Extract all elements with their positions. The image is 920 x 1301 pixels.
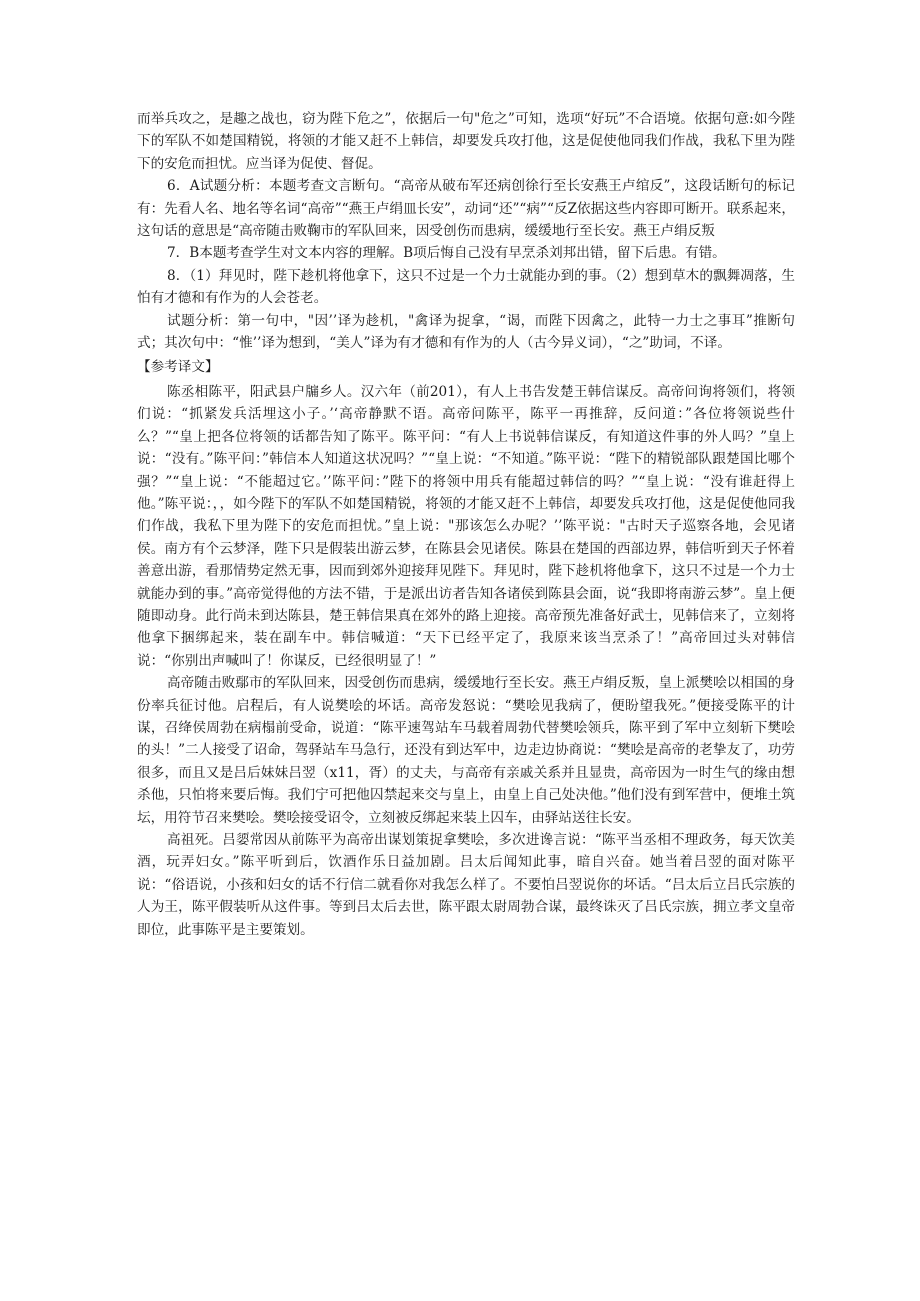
- answer-item-8: 8．（1）拜见时，陛下趁机将他拿下，这只不过是一个力士就能办到的事。（2）想到草木的飘舞凋落，生怕有才德和有作为的人会苍老。: [137, 267, 795, 307]
- section-title-reference-translation: 【参考译文】: [137, 359, 219, 376]
- answer-item-6: 6．A试题分析：本题考查文言断句。“高帝从破布军还病创徐行至长安燕王卢绾反”，这段话断句的标记有：先看人名、地名等名词“高帝”“燕王卢绢皿长安”，动词“还”“病”“反Z依据这些内容即可断开。联系起来，这句话的意思是“高帝随击败鞠市的军队回来，因受创伤而患病，缓缓地行至长安。燕王卢绢反叛: [137, 178, 795, 240]
- translation-paragraph-3: 高祖死。吕媭常因从前陈平为高帝出谋划策捉拿樊哙，多次进谗言说：“陈平当丞相不理政务，每天饮美酒，玩弄妇女。”陈平听到后，饮酒作乐日益加剧。吕太后闻知此事，暗自兴奋。她当着吕翌的面对陈平说：“俗语说，小孩和妇女的话不行信二就看你对我怎么样了。不要怕吕翌说你的坏话。“吕太后立吕氏宗族的人为王，陈平假装听从这件事。等到吕太后去世，陈平跟太尉周勃合谋，最终诛灭了吕氏宗族，拥立孝文皇帝即位，此事陈平是主要策划。: [137, 832, 795, 938]
- answer-item-8-analysis: 试题分析：第一句中，"因’’译为趁机，"禽译为捉拿，“谒，而陛下因禽之，此特一力士之事耳”推断句式；其次句中：“惟’’译为想到，“美人”译为有才德和有作为的人（古今异义词），“之”助词，不译。: [137, 312, 795, 352]
- document-page: [137, 108, 795, 941]
- translation-paragraph-1: 陈丞相陈平，阳武县户牖乡人。汉六年（前201），有人上书告发楚王韩信谋反。高帝问询将领们，将领们说：“抓紧发兵活埋这小子。’‘高帝静默不语。高帝问陈平，陈平一再推辞，反问道：”各位将领说些什么？”“皇上把各位将领的话都告知了陈平。陈平问：“有人上书说韩信谋反，有知道这件事的外人吗？”皇上说：“没有。”陈平问：”韩信本人知道这状况吗？”“皇上说：“不知道。”陈平说：“陛下的精锐部队跟楚国比哪个强？”“皇上说：“不能超过它。’’陈平问：”陛下的将领中用兵有能超过韩信的吗？”“皇上说：“没有谁赶得上他。”陈平说：，，如今陛下的军队不如楚国精锐，将领的才能又赶不上韩信，却要发兵攻打他，这是促使他同我们作战，我私下里为陛下的安危而担忧。”皇上说："那该怎么办呢？’’陈平说："古时天子巡察各地，会见诸侯。南方有个云梦泽，陛下只是假装出游云梦，在陈县会见诸侯。陈县在楚国的西部边界，韩信听到天子怀着善意出游，看那情势定然无事，因而到郊外迎接拜见陛下。拜见时，陛下趁机将他拿下，这只不过是一个力士就能办到的事。”高帝觉得他的方法不错，于是派出访者告知各诸侯到陈县会面，说“我即将南游云梦”。皇上便随即动身。此行尚未到达陈县，楚王韩信果真在郊外的路上迎接。高帝预先准备好武士，见韩信来了，立刻将他拿下捆绑起来，装在副车中。韩信喊道：“天下已经平定了，我原来该当烹杀了！”高帝回过头对韩信说：“你别出声喊叫了！你谋反，已经很明显了！”: [137, 383, 795, 669]
- answer-item-7: 7．B本题考查学生对文本内容的理解。B项后悔自己没有早烹杀刘邦出错，留下后患。有错。: [167, 245, 726, 262]
- answer-paragraph-continuation: 而举兵攻之，是趣之战也，窃为陛下危之”，依据后一句"危之”可知，选项“好玩”不合语境。依据句意:如今陛下的军队不如楚国精锐，将领的才能又赶不上韩信，却要发兵攻打他，这是促使他同我们作战，我私下里为陛下的安危而担忧。应当译为促使、督促。: [137, 111, 795, 172]
- translation-paragraph-2: 高帝随击败鄢市的军队回来，因受创伤而患病，缓缓地行至长安。燕王卢绢反叛，皇上派樊哙以相国的身份率兵征讨他。启程后，有人说樊哙的坏话。高帝发怒说：“樊哙见我病了，便盼望我死。”便接受陈平的计谋，召绛侯周勃在病榻前受命，说道：“陈平速驾站车马载着周勃代替樊哙领兵，陈平到了军中立刻斩下樊哙的头！”二人接受了诏命，驾驿站车马急行，还没有到达军中，边走边协商说：“樊哙是高帝的老挚友了，功劳很多，而且又是吕后妹妹吕翌（x11，胥）的丈夫，与高帝有亲戚关系并且显贵，高帝因为一时生气的缘由想杀他，只怕将来要后悔。我们宁可把他囚禁起来交与皇上，由皇上自己处决他。”他们没有到军营中，便堆土筑坛，用符节召来樊哙。樊哙接受诏令，立刻被反绑起来装上囚车，由驿站送往长安。: [137, 675, 795, 826]
